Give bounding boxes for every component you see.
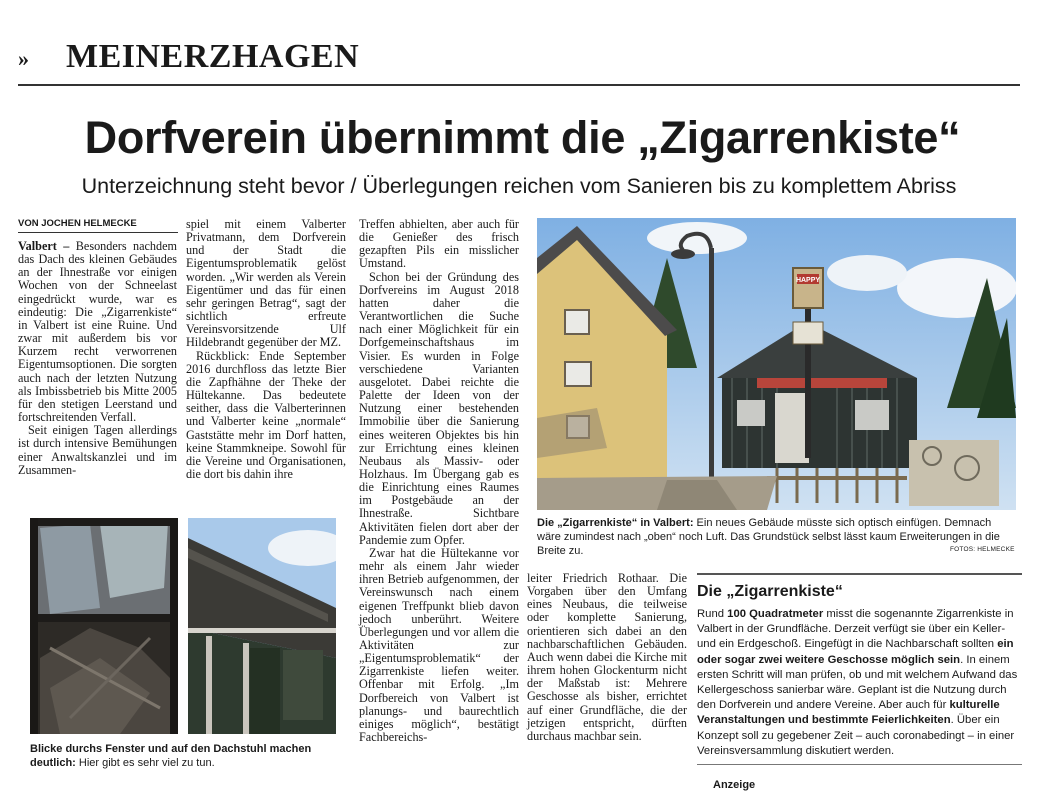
infobox-text-1: Rund	[697, 608, 728, 620]
article-column-4	[527, 572, 687, 743]
infobox-title: Die „Zigarrenkiste“	[697, 583, 843, 600]
small-photos-caption	[30, 742, 336, 770]
photo-roof	[188, 518, 336, 734]
section-title: MEINERZHAGEN	[66, 38, 360, 75]
photo-zigarrenkiste	[537, 218, 1016, 510]
col3-para-2: Schon bei der Gründung des Dorfvereins im August 2018 hatten daher die Verantwortlichen die Suche nach einer Möglichkeit für ein Dorfgemeinschaftshaus im Visier. Es wurden in Folge verschiedene Varianten ausgelotet. Dabei reichte die Palette der Ideen von der Nutzung einer bestehenden Immobilie über die Sanierung eines weiteren Objektes bis hin zur Errichtung eines kleinen Neubaus als Massiv- oder Holzhaus. Im Übergang gab es die Einrichtung eines Raumes im Postgebäude an der Ihnestraße. Sichtbare Aktivitäten fielen dort aber der Pandemie zum Opfer.	[359, 269, 519, 547]
infobox-bottom-rule	[697, 764, 1022, 765]
col1-para-1: Besonders nachdem das Dach des kleinen Gebäudes an der Ihnestraße vor einigen Wochen von der Schneelast eingedrückt wurde, war es eindeutig: Die „Zigarrenkiste“ in Valbert ist eine Ruine. Und zwar mit außerdem bis vor Kurzem recht verworrenen Eigentumsoptionen. Die sorgten auch nach der letzten Nutzung als Imbissbetrieb bis Mitte 2005 für den stetigen Leerstand und fortschreitenden Verfall.	[18, 239, 177, 425]
infobox-top-rule	[697, 573, 1022, 575]
small-photos-caption-text: Hier gibt es sehr viel zu tun.	[75, 757, 215, 769]
infobox-text-4: . Über ein Konzept soll zu gegebener Zeit – auch coronabedingt – in einer Vereinsversammlung diskutiert werden.	[697, 714, 1015, 757]
col4-para-1: leiter Friedrich Rothaar. Die Vorgaben über den Umfang eines Neubaus, die teilweise oder komplette Sanierung, orientieren sich dabei an den nachbarschaftlichen Gebäuden. Auch wenn dabei die Kirche mit ihrem hohen Glockenturm nicht der Maßstab ist: Mehrere Geschosse als bisher, errichtet auf einer Grundfläche, die der jetzigen entspricht, dürften durchaus machbar sein.	[527, 571, 687, 743]
main-photo-caption-text: Ein neues Gebäude müsste sich optisch einfügen. Demnach wäre zumindest nach „oben“ noch Luft. Das Grundstück selbst lässt kaum Erweiterungen in die Breite zu.	[537, 517, 1000, 557]
dateline: Valbert –	[18, 239, 76, 253]
sign-label: HAPPY	[795, 277, 821, 284]
col3-para-1: Treffen abhielten, aber auch für die Genießer des frisch gezapften Pils ein misslicher Umstand.	[359, 217, 519, 271]
byline: VON JOCHEN HELMECKE	[18, 218, 137, 229]
infobox-bold-1: 100 Quadratmeter	[727, 608, 824, 620]
section-rule	[18, 84, 1020, 86]
article-column-3	[359, 218, 519, 744]
subheadline: Unterzeichnung steht bevor / Überlegungen reichen vom Sanieren bis zu komplettem Abriss	[81, 174, 957, 198]
article-column-1	[18, 240, 177, 477]
main-photo-caption-bold: Die „Zigarrenkiste“ in Valbert:	[537, 517, 694, 529]
small-photos-caption-bold: Blicke durchs Fenster und auf den Dachstuhl machen deutlich:	[30, 743, 312, 769]
byline-rule	[18, 232, 178, 233]
infobox-text-3: . In einem ersten Schritt will man prüfen, ob und mit welchem Aufwand das Kellergeschoss sanierbar wäre. Geplant ist die Nutzung durch den Dorfverein und andere Vereine. Aber auch für	[697, 653, 1018, 712]
photo-credit: FOTOS: HELMECKE	[950, 546, 1015, 553]
col3-para-3: Zwar hat die Hültekanne vor mehr als einem Jahr wieder ihren Betrieb aufgenommen, der Vereinswunsch nach einem eigenen Treffpunkt blieb davon jedoch unberührt. Weitere Überlegungen und vor allem die Aktivitäten zur „Eigentumsproblematik“ der Zigarrenkiste liefen weiter. Offenbar mit Erfolg. „Im Dorfbereich von Valbert ist planungs- und baurechtlich einiges möglich“, bestätigt Fachbereichs-	[359, 545, 519, 745]
section-marker: »	[18, 46, 29, 71]
col2-para-1: spiel mit einem Valberter Privatmann, dem Dorfverein und der Stadt die Eigentumsproblematik gelöst worden. „Wir werden als Verein Eigentümer und das für einen sehr geringen Betrag“, sagt der sichtlich erfreute Vereinsvorsitzende Ulf Hildebrandt gegenüber der MZ.	[186, 217, 346, 350]
infobox-bold-2: ein oder sogar zwei weitere Geschosse möglich sein	[697, 638, 1014, 666]
ad-label: Anzeige	[713, 779, 756, 791]
infobox-body	[697, 607, 1022, 759]
photo-window-interior	[30, 518, 178, 734]
infobox-text-2: misst die sogenannte Zigarrenkiste in Valbert in der Grundfläche. Derzeit verfügt sie über ein Keller- und ein Erdgeschoß. Eingefügt in die Nachbarschaft sollten	[697, 608, 1014, 651]
main-photo-caption	[537, 516, 1015, 558]
headline: Dorfverein übernimmt die „Zigarrenkiste“	[84, 112, 961, 163]
infobox-bold-3: kulturelle Veranstaltungen und bestimmte Feierlichkeiten	[697, 699, 1000, 727]
col2-para-2: Rückblick: Ende September 2016 durchfloss das letzte Bier die Zapfhähne der Theke der Hültekanne. Das bedeutete seither, dass die Valberterinnen und Valberter keine „normale“ Gaststätte mehr im Dorf hatten, keine Stammkneipe. Sowohl für die Vereine und Organisationen, die dort bis dahin ihre	[186, 348, 346, 481]
article-column-2	[186, 218, 346, 481]
col1-para-2: Seit einigen Tagen allerdings ist durch intensive Bemühungen einer Anwaltskanzlei und im Zusammen-	[18, 423, 177, 477]
